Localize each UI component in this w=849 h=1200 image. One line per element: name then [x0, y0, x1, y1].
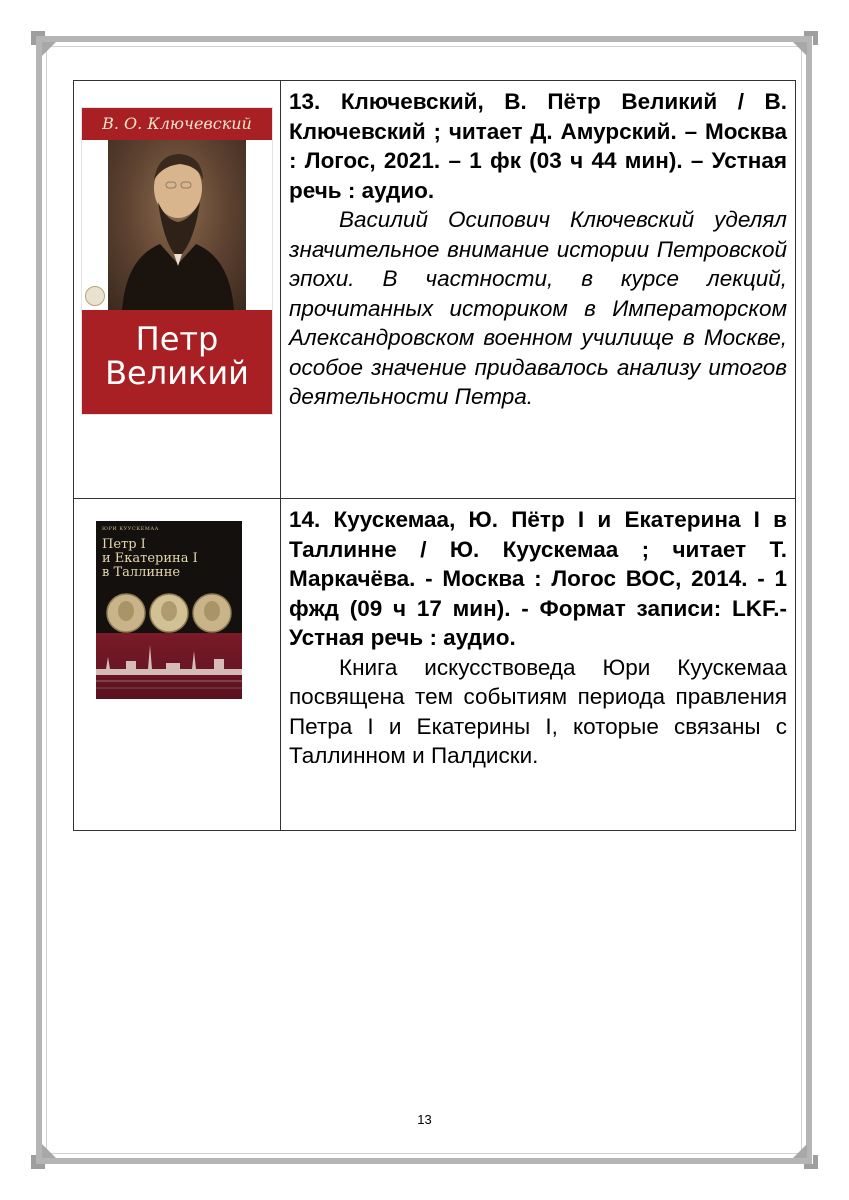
coins-icon	[96, 589, 242, 639]
bibliography-table	[73, 80, 796, 831]
frame-corner-triangle	[793, 42, 807, 56]
cover-title	[82, 322, 272, 390]
city-skyline-icon	[96, 633, 242, 699]
page-number: 13	[417, 1112, 432, 1127]
cover-title	[102, 538, 242, 580]
cover-cell	[74, 81, 281, 499]
frame-corner-triangle	[42, 1144, 56, 1158]
description-cell	[281, 81, 796, 499]
cover-cell	[74, 499, 281, 831]
cover-city-illustration	[96, 633, 242, 699]
entry-row	[74, 81, 796, 499]
cover-title-line: Великий	[105, 354, 249, 392]
book-cover-image	[96, 521, 242, 699]
cover-author: В. О. Ключевский	[102, 114, 252, 133]
annotation-text: Книга искусствоведа Юри Куускемаа посвящена тем событиям периода правления Петра I и Екатерины I, которые связаны с Таллинном и Палдиски.	[289, 654, 787, 768]
cover-portrait	[108, 140, 246, 310]
cover-title-line: в Таллинне	[102, 565, 181, 580]
book-cover-image	[82, 108, 272, 414]
cover-title-line: и Екатерина I	[102, 551, 198, 566]
bibliographic-citation: 14. Куускемаа, Ю. Пётр I и Екатерина I в Таллинне / Ю. Куускемаа ; читает Т. Маркачёва. - Москва : Логос ВОС, 2014. - 1 фжд (09 ч 17 мин). - Формат записи: LKF.- Устная речь : аудио.	[289, 507, 787, 650]
description-cell	[281, 499, 796, 831]
annotation-text: Василий Осипович Ключевский уделял значительное внимание истории Петровской эпохи. В частности, в курсе лекций, прочитанных историком в Императорском Александровском военном училище в Москве, особое значение придавалось анализу итогов деятельности Петра.	[289, 207, 787, 409]
bibliographic-citation: 13. Ключевский, В. Пётр Великий / В. Ключевский ; читает Д. Амурский. – Москва : Логос, 2021. – 1 фк (03 ч 44 мин). – Устная речь : аудио.	[289, 89, 787, 203]
cover-title-line: Петр	[135, 320, 219, 358]
frame-corner-triangle	[42, 42, 56, 56]
cover-author: ЮРИ КУУСКЕМАА	[102, 526, 159, 532]
entry-row	[74, 499, 796, 831]
frame-corner-triangle	[793, 1144, 807, 1158]
cover-title-line: Петр I	[102, 537, 146, 552]
portrait-illustration	[108, 140, 246, 310]
publisher-logo-icon	[85, 286, 105, 306]
